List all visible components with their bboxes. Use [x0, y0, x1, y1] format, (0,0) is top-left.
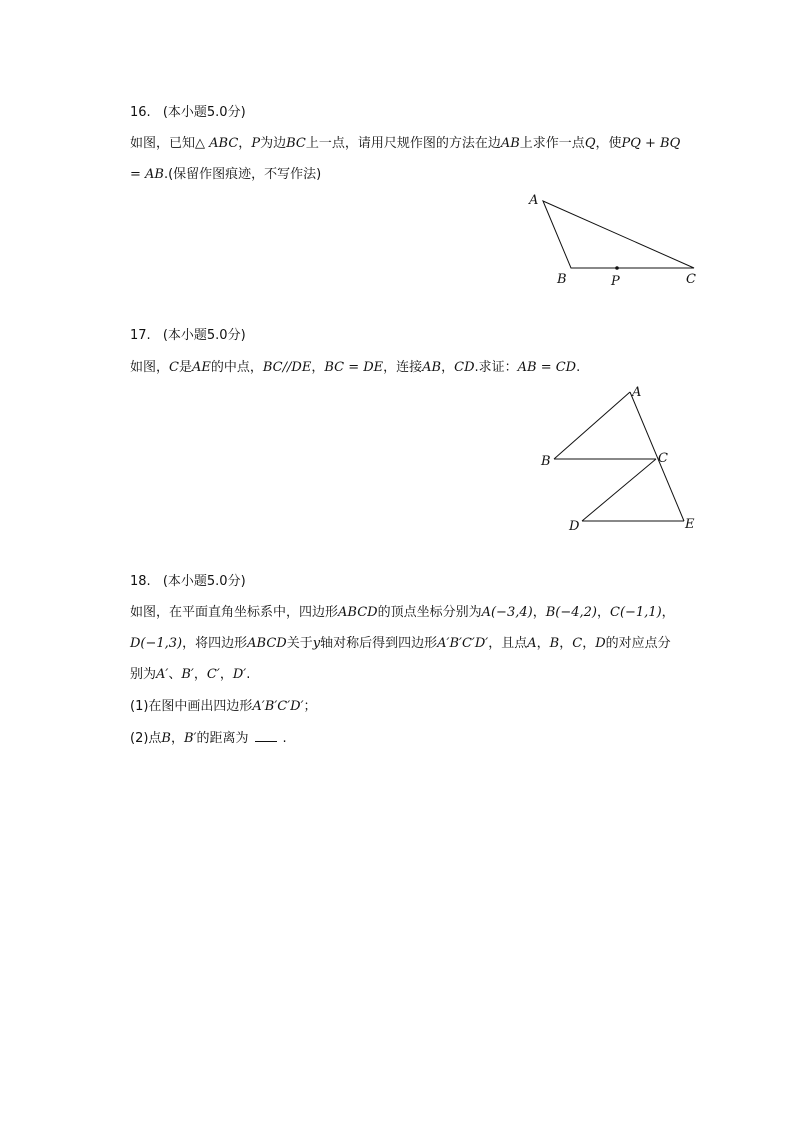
- q17-math: AB: [422, 360, 442, 375]
- q18-text: .: [282, 731, 287, 746]
- q18-text: ，: [582, 636, 596, 651]
- label-a: A: [529, 193, 539, 208]
- q18-math: ABCD: [338, 605, 378, 620]
- q17-text: 的中点，: [210, 360, 263, 375]
- q16-text: ，使: [595, 136, 622, 151]
- q17-text: ，: [441, 360, 455, 375]
- q16-math: BC: [286, 136, 306, 151]
- q18-math: C′: [206, 667, 220, 682]
- q16-text: 上一点，请用尺规作图的方法在边: [305, 136, 501, 151]
- label-e: E: [685, 517, 695, 532]
- q17-number: 17.: [130, 328, 151, 343]
- label-c: C: [658, 451, 668, 466]
- q18-text: 的顶点坐标分别为: [377, 605, 482, 620]
- q18-line-3: [130, 666, 250, 684]
- q17-math: CD: [454, 360, 475, 375]
- q18-math: B(−4,2): [545, 605, 597, 620]
- q18-subquestion-1: [130, 698, 317, 716]
- q18-math: B: [549, 636, 560, 651]
- q16-text: 为边: [260, 136, 287, 151]
- q17-line-1: [130, 359, 580, 377]
- q16-math: ABC: [209, 136, 239, 151]
- q18-text: ，: [536, 636, 550, 651]
- q18-text: (1)在图中画出四边形: [130, 699, 253, 714]
- q18-text: ，且点: [488, 636, 528, 651]
- q18-subquestion-2: [130, 729, 287, 748]
- q18-text: ，: [559, 636, 573, 651]
- q16-math: Q: [584, 136, 596, 151]
- q18-header: [130, 573, 246, 591]
- q18-math: B′: [181, 667, 194, 682]
- q18-math: B′: [184, 731, 197, 746]
- q17-points: (本小题5.0分): [162, 328, 246, 343]
- point-p-dot: [615, 266, 619, 270]
- q16-text: 上求作一点: [519, 136, 585, 151]
- q18-text: 的距离为: [196, 731, 249, 746]
- q18-text: ，将四边形: [182, 636, 248, 651]
- q16-header: [130, 104, 246, 122]
- q18-math: D′: [232, 667, 247, 682]
- q17-text: 是: [178, 360, 192, 375]
- answer-blank[interactable]: [255, 729, 277, 742]
- q17-text: .: [576, 360, 581, 375]
- q18-line-2: [130, 635, 671, 653]
- q18-line-1: [130, 604, 675, 622]
- segment-ae: [630, 392, 684, 521]
- label-d: D: [569, 519, 580, 534]
- q18-text: ，: [596, 605, 610, 620]
- q18-math: y: [312, 636, 321, 651]
- q16-text: .(保留作图痕迹，不写作法): [163, 167, 322, 182]
- q16-math: PQ + BQ: [621, 136, 681, 151]
- q18-text: 别为: [130, 667, 157, 682]
- q16-line-2: [130, 166, 321, 184]
- label-p: P: [611, 274, 620, 289]
- segment-cd: [582, 459, 656, 521]
- q17-text: ，: [311, 360, 325, 375]
- label-c: C: [686, 272, 696, 287]
- q18-text: .: [246, 667, 251, 682]
- q17-math: AB = CD: [517, 360, 577, 375]
- label-b: B: [541, 454, 551, 469]
- q18-points: (本小题5.0分): [162, 574, 246, 589]
- q16-line-1: [130, 135, 680, 153]
- q17-text: 如图，: [130, 360, 170, 375]
- q16-text: ，: [238, 136, 252, 151]
- q18-text: ，: [170, 731, 184, 746]
- q18-text: 的对应点分: [605, 636, 671, 651]
- q18-text: ，: [219, 667, 233, 682]
- q18-text: 如图，在平面直角坐标系中，四边形: [130, 605, 339, 620]
- q17-math: BC = DE: [324, 360, 384, 375]
- triangle-symbol: △: [195, 136, 206, 151]
- q18-text: ；: [303, 699, 317, 714]
- label-a: A: [632, 385, 642, 400]
- q18-text: 关于: [286, 636, 313, 651]
- q16-triangle-figure: [520, 188, 710, 290]
- triangle-abc: [543, 201, 694, 268]
- q18-math: A: [527, 636, 537, 651]
- q18-text: (2)点: [130, 731, 162, 746]
- q18-math: A′: [156, 667, 169, 682]
- q16-points: (本小题5.0分): [162, 105, 246, 120]
- q18-math: A′B′C′D′: [437, 636, 489, 651]
- q16-math: AB: [500, 136, 520, 151]
- q18-math: ABCD: [247, 636, 287, 651]
- q16-number: 16.: [130, 105, 151, 120]
- q16-text: 如图，已知: [130, 136, 196, 151]
- q17-math: BC//DE: [262, 360, 312, 375]
- q18-text: 、: [168, 667, 182, 682]
- label-b: B: [557, 272, 567, 287]
- q18-text: ，: [193, 667, 207, 682]
- q18-math: D: [595, 636, 606, 651]
- q17-math: AE: [191, 360, 211, 375]
- q17-text: .求证：: [474, 360, 518, 375]
- q18-math: B: [161, 731, 171, 746]
- q17-header: [130, 327, 246, 345]
- q18-text: 轴对称后得到四边形: [320, 636, 438, 651]
- q18-number: 18.: [130, 574, 151, 589]
- q17-math: C: [169, 360, 179, 375]
- q18-math: C(−1,1): [610, 605, 662, 620]
- q18-math: C: [572, 636, 583, 651]
- q17-text: ，连接: [383, 360, 423, 375]
- segment-ab: [554, 392, 630, 459]
- q16-math: P: [251, 136, 261, 151]
- q18-math: D(−1,3): [130, 636, 183, 651]
- q18-math: A(−3,4): [481, 605, 533, 620]
- q18-math: A′B′C′D′: [252, 699, 304, 714]
- q18-text: ，: [532, 605, 546, 620]
- q17-figure: [530, 380, 710, 540]
- q16-math: = AB: [130, 167, 164, 182]
- q18-text: ，: [661, 605, 675, 620]
